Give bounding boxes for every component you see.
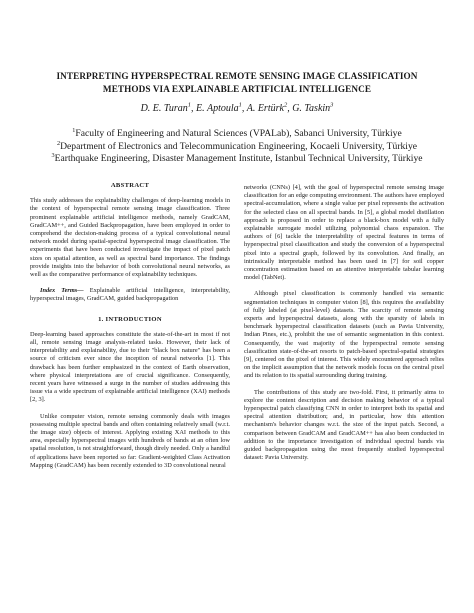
intro-paragraph-1: Deep-learning based approaches constitute the state-of-the-art in most if not all, remote sensing image analysis-related tasks. However, their lack of interpretability and explainability, due to their "black box nature" has been a source of criticism ever since the inception of neural networks [1]. This drawback has been further emphasized in the context of Earth observation, where physical interpretations are of crucial significance. Consequently, recent years have witnessed a surge in the number of studies addressing this issue via a wide spectrum of explainable artificial intelligence (XAI) methods [2, 3].	[30, 330, 230, 404]
author-affil-marker: 2	[283, 101, 288, 109]
affil-text: Department of Electronics and Telecommunication Engineering, Kocaeli University, Türkiye	[60, 140, 418, 152]
affiliation	[20, 141, 454, 154]
right-paragraph-1: networks (CNNs) [4], with the goal of hyperspectral remote sensing image classification for an edge computing environment. The authors have employed spectral-accumulation, where a single value per pixel represents the activation for the selected class on all spectral bands. In [5], a global model distillation approach is proposed in order to replace a black-box model with a fully explainable surrogate model utilizing polynomial chaos expansion. The authors of [6] tackle the interpretability of spectral features in terms of hyperspectral pixel classification and study the conversion of a hyperspectral pixel into a spectral graph, followed by its convolution. And finally, an intrinsically interpretable method has been used in [7] for soil copper concentration estimation based on an attentive interpretable tabular learning model (TabNet).	[244, 184, 444, 282]
affil-text: Faculty of Engineering and Natural Sciences (VPALab), Sabanci University, Türkiye	[75, 128, 402, 139]
intro-paragraph-2: Unlike computer vision, remote sensing commonly deals with images possessing multiple spectral bands and often containing relatively small (w.r.t. the image size) objects of interest. Applying existing XAI methods to this area, especially hyperspectral images with hundreds of bands at an often low spatial resolution, is not straightforward, though direly needed. Only a handful of applications have been reported so far: Gradient-weighted Class Activation Mapping (GradCAM) has been recently extended to 3D convolutional neural	[30, 412, 230, 469]
affil-marker: 2	[56, 139, 61, 147]
abstract-text: This study addresses the explainability challenges of deep-learning models in the context of hyperspectral remote sensing image classification. Three prominent explainable artificial intelligence methods, namely GradCAM, GradCAM++, and Guided Backpropagation, have been employed in order to comprehend the decision-making process of a typical convolutional neural network model during spatial-spectral hyperspectral image classification. The experiments that have been conducted investigate the impact of pixel patch sizes on spatial attention, as well as spectral band importance. The findings provide insights into the behavior of both convolutional neural networks, as well as the comparative performance of explainability techniques.	[30, 197, 230, 279]
title-line-2: METHODS VIA EXPLAINABLE ARTIFICIAL INTELLIGENCE	[102, 84, 372, 94]
affil-text: Earthquake Engineering, Disaster Management Institute, Istanbul Technical University, Türkiye	[54, 153, 423, 164]
right-paragraph-2: Although pixel classification is commonly handled via semantic segmentation techniques in computer vision [8], this requires the availability of fully labeled (at pixel-level) datasets. The scarcity of remote sensing experts and hyperspectral datasets, along with the sparsity of labels in benchmark hyperspectral classification datasets (such as Pavia University, Indian Pines, etc.), prohibit the use of semantic segmentation in this context. Consequently, the vast majority of the hyperspectral remote sensing classification state-of-the-art resorts to patch-based spectral-spatial strategies [9], centered on the pixel of interest. This widely encountered approach relies on the implicit assumption that the network models focus on the central pixel and its relation to its spatial surrounding during training.	[244, 290, 444, 380]
author-name: A. Ertürk	[246, 103, 284, 114]
author-affil-marker: 1	[238, 101, 242, 109]
affiliation	[20, 153, 454, 166]
author-affil-marker: 1	[187, 101, 192, 109]
section-heading-introduction: 1. INTRODUCTION	[98, 315, 162, 323]
abstract-heading: ABSTRACT	[110, 182, 150, 189]
author-name: D. E. Turan	[140, 103, 188, 114]
right-paragraph-3: The contributions of this study are two-fold. First, it primarily aims to explore the content description and decision making behavior of a typical hyperspectral patch classifying CNN in order to interpret both its spatial and spectral attention distribution; and, in particular, how this attention mechanism's behavior changes w.r.t. the size of the input patch. Second, a comparison between GradCAM and GradCAM++ has also been conducted in addition to the importance investigation of individual spectral bands via guided backpropagation using the most frequently studied hyperspectral dataset: Pavia University.	[244, 388, 444, 462]
right-column	[244, 184, 444, 463]
affil-marker: 1	[72, 126, 76, 134]
author-affil-marker: 3	[330, 101, 334, 109]
author-list: D. E. Turan$^1$, E. Aptoula$^1$, A. Ertürk$^2$, G. Taskin$^3$	[140, 101, 334, 114]
author-name: G. Taskin	[292, 103, 331, 114]
author-name: E. Aptoula	[196, 103, 239, 114]
paper-title	[40, 70, 434, 96]
index-terms	[30, 287, 230, 303]
index-terms-label: Index Terms—	[40, 287, 84, 295]
affil-marker: 3	[51, 151, 55, 159]
left-column	[30, 182, 230, 470]
title-line-1: INTERPRETING HYPERSPECTRAL REMOTE SENSING IMAGE CLASSIFICATION	[56, 71, 418, 81]
affiliation-list	[20, 128, 454, 166]
affiliation	[20, 128, 454, 141]
index-terms-text: Explainable artificial intelligence, interpretability, hyperspectral images, GradCAM, guided backpropagation	[30, 287, 230, 303]
